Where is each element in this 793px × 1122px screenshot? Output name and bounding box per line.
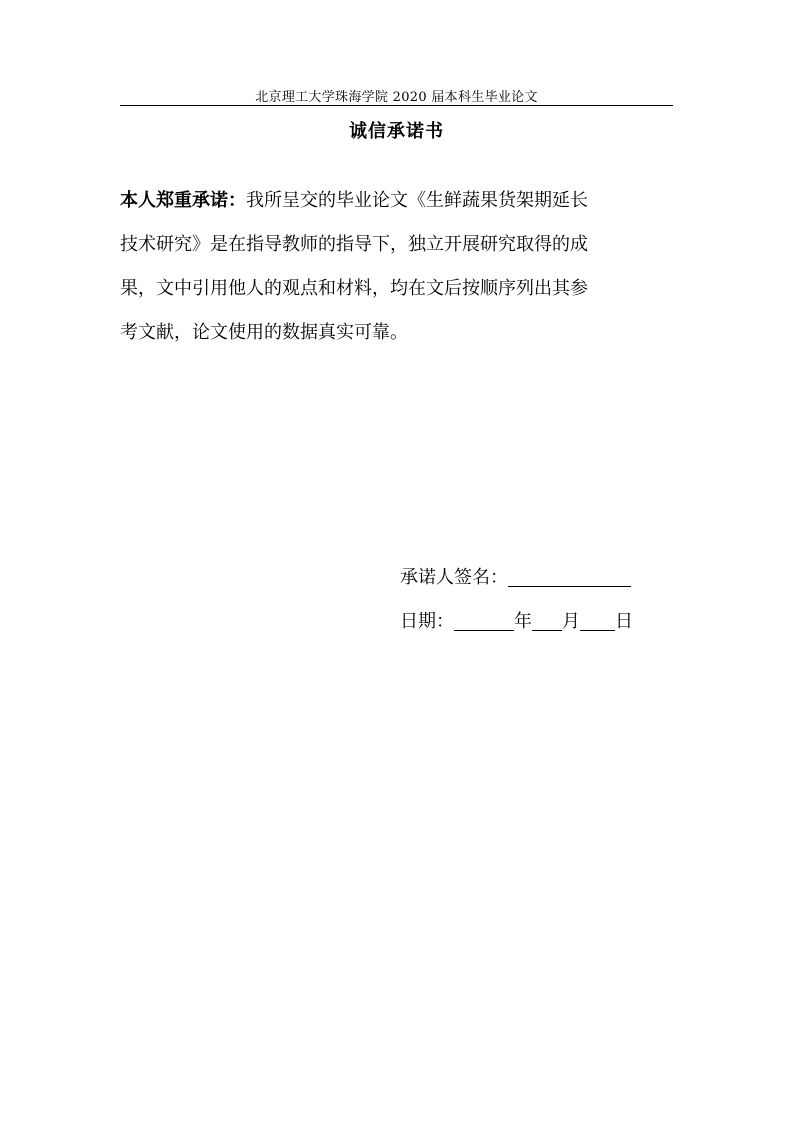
signature-block [400, 556, 633, 644]
pledge-lead: 本人郑重承诺： [120, 190, 246, 211]
pledge-paragraph [120, 179, 645, 355]
day-label: 日 [615, 611, 633, 632]
header-divider [120, 105, 673, 106]
pledge-line-4: 考文献，论文使用的数据真实可靠。 [120, 322, 408, 343]
pledge-line-2: 技术研究》是在指导教师的指导下，独立开展研究取得的成 [120, 234, 588, 255]
signer-label: 承诺人签名： [400, 567, 508, 588]
signer-row [400, 556, 633, 600]
date-label: 日期： [400, 611, 454, 632]
year-label: 年 [514, 611, 532, 632]
pledge-text-1: 我所呈交的毕业论文《生鲜蔬果货架期延长 [246, 190, 588, 211]
year-blank [454, 608, 514, 631]
day-blank [580, 608, 615, 631]
pledge-line-3: 果，文中引用他人的观点和材料，均在文后按顺序列出其参 [120, 278, 588, 299]
page-title: 诚信承诺书 [349, 121, 444, 142]
date-row [400, 600, 633, 644]
pledge-line-1 [120, 179, 645, 223]
month-label: 月 [562, 611, 580, 632]
month-blank [532, 608, 562, 631]
signature-line [508, 564, 631, 587]
running-header: 北京理工大学珠海学院 2020 届本科生毕业论文 [255, 90, 538, 105]
